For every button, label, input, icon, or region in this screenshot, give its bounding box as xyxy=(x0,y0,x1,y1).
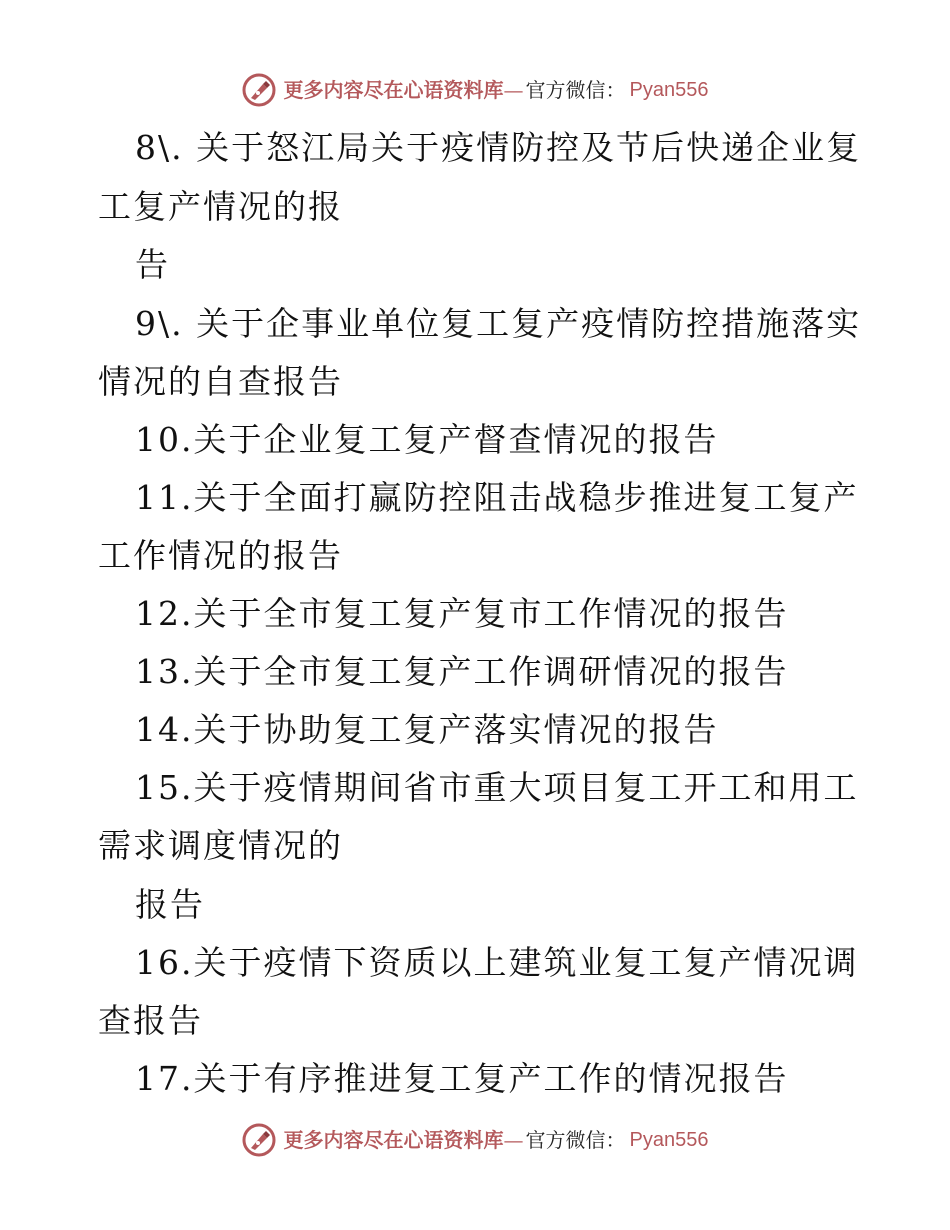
list-item-15-cont2: 报告 xyxy=(135,885,205,924)
watermark-official-label: 官方微信： xyxy=(525,78,626,102)
watermark-official-label: 官方微信： xyxy=(525,1128,626,1152)
watermark-dash: — xyxy=(503,1128,524,1152)
list-item-16: 16.关于疫情下资质以上建筑业复工复产情况调 xyxy=(135,943,859,982)
list-item-11-cont: 工作情况的报告 xyxy=(98,536,343,575)
list-item-16-cont: 查报告 xyxy=(98,1001,203,1040)
list-item-17: 17.关于有序推进复工复产工作的情况报告 xyxy=(135,1059,789,1098)
list-item-11: 11.关于全面打赢防控阻击战稳步推进复工复产 xyxy=(135,478,859,517)
list-item-15: 15.关于疫情期间省市重大项目复工开工和用工 xyxy=(135,768,859,807)
watermark-wechat-id: Pyan556 xyxy=(629,79,709,101)
list-item-8: 8\. 关于怒江局关于疫情防控及节后快递企业复 xyxy=(135,128,862,167)
list-item-9-cont: 情况的自查报告 xyxy=(98,362,343,401)
watermark-main-text: 更多内容尽在心语资料库 xyxy=(283,78,504,102)
list-item-8-cont2: 告 xyxy=(135,245,170,284)
list-item-15-cont: 需求调度情况的 xyxy=(98,826,343,865)
watermark-wechat-id: Pyan556 xyxy=(629,1129,709,1151)
list-item-14: 14.关于协助复工复产落实情况的报告 xyxy=(135,710,719,749)
watermark-main-text: 更多内容尽在心语资料库 xyxy=(283,1128,504,1152)
list-item-10: 10.关于企业复工复产督查情况的报告 xyxy=(135,420,719,459)
list-item-8-cont: 工复产情况的报 xyxy=(98,187,343,226)
list-item-12: 12.关于全市复工复产复市工作情况的报告 xyxy=(135,594,789,633)
watermark-dash: — xyxy=(503,78,524,102)
watermark-footer xyxy=(0,1120,950,1160)
list-item-13: 13.关于全市复工复产工作调研情况的报告 xyxy=(135,652,789,691)
pen-logo-icon xyxy=(242,1123,276,1157)
list-item-9: 9\. 关于企事业单位复工复产疫情防控措施落实 xyxy=(135,304,862,343)
